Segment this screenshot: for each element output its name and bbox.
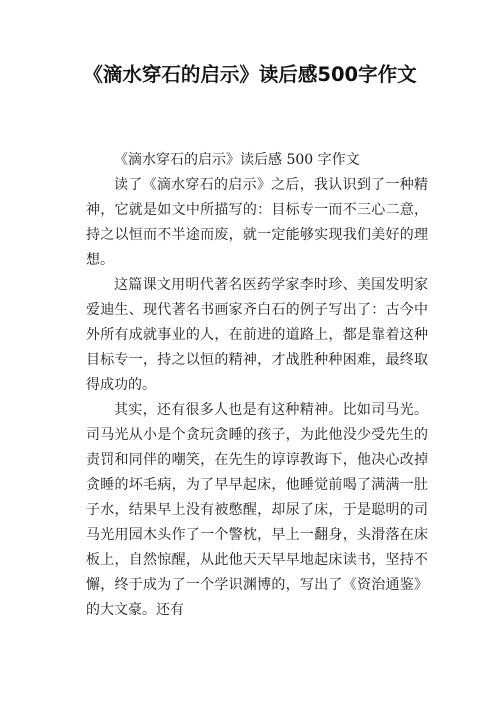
document-body	[86, 148, 428, 623]
paragraph-heading-line: 《滴水穿石的启示》读后感 500 字作文	[114, 152, 360, 168]
document-title: 《滴水穿石的启示》读后感500字作文	[83, 63, 417, 86]
paragraph: 这篇课文用明代著名医药学家李时珍、美国发明家爱迪生、现代著名书画家齐白石的例子写出了：古今中外所有成就事业的人，在前进的道路上，都是靠着这种目标专一，持之以恒的精神，才战胜种种困难，最终取得成功的。	[86, 277, 428, 393]
paragraph: 读了《滴水穿石的启示》之后，我认识到了一种精神，它就是如文中所描写的：目标专一而不三心二意，持之以恒而不半途而废，就一定能够实现我们美好的理想。	[86, 177, 428, 268]
paragraph: 其实，还有很多人也是有这种精神。比如司马光。司马光从小是个贪玩贪睡的孩子，为此他没少受先生的责罚和同伴的嘲笑，在先生的谆谆教诲下，他决心改掉贪睡的坏毛病，为了早早起床，他睡觉前喝了满满一肚子水，结果早上没有被憋醒，却尿了床，于是聪明的司马光用园木头作了一个警枕，早上一翻身，头滑落在床板上，自然惊醒，从此他天天早早地起床读书，坚持不懈，终于成为了一个学识渊博的，写出了《资治通鉴》的大文豪。还有	[86, 402, 428, 618]
